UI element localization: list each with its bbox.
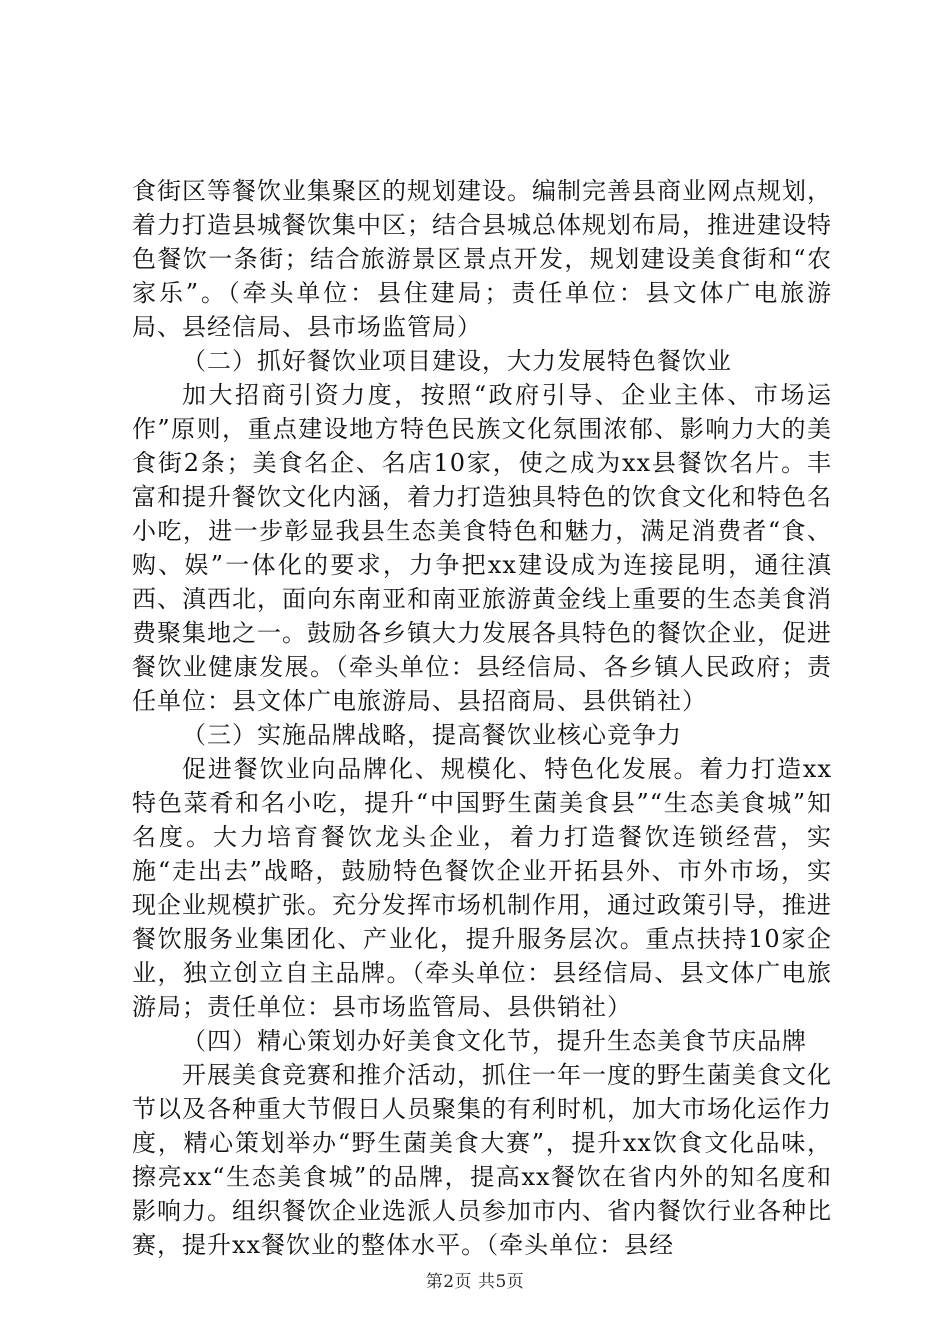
paragraph-continuation: 食街区等餐饮业集聚区的规划建设。编制完善县商业网点规划，着力打造县城餐饮集中区；结合县城总体规划布局，推进建设特色餐饮一条街；结合旅游景区景点开发，规划建设美食街和“农家乐”。（牵头单位：县住建局；责任单位：县文体广电旅游局、县经信局、县市场监管局） xyxy=(132,177,832,341)
document-body xyxy=(132,174,832,1262)
paragraph-section-3: 促进餐饮业向品牌化、规模化、特色化发展。着力打造xx特色菜肴和名小吃，提升“中国野生菌美食县”“生态美食城”知名度。大力培育餐饮龙头企业，着力打造餐饮连锁经营，实施“走出去”战略，鼓励特色餐饮企业开拓县外、市外市场，实现企业规模扩张。充分发挥市场机制作用，通过政策引导，推进餐饮服务业集团化、产业化，提升服务层次。重点扶持10家企业，独立创立自主品牌。（牵头单位：县经信局、县文体广电旅游局；责任单位：县市场监管局、县供销社） xyxy=(132,755,832,1021)
section-heading-3: （三）实施品牌战略，提高餐饮业核心竞争力 xyxy=(182,721,682,749)
page-footer: 第2页 共5页 xyxy=(425,1272,525,1292)
section-heading-4: （四）精心策划办好美食文化节，提升生态美食节庆品牌 xyxy=(182,1027,807,1055)
paragraph-section-4: 开展美食竞赛和推介活动，抓住一年一度的野生菌美食文化节以及各种重大节假日人员聚集的有利时机，加大市场化运作力度，精心策划举办“野生菌美食大赛”，提升xx饮食文化品味，擦亮xx“生态美食城”的品牌，提高xx餐饮在省内外的知名度和影响力。组织餐饮企业选派人员参加市内、省内餐饮行业各种比赛，提升xx餐饮业的整体水平。（牵头单位：县经 xyxy=(132,1061,832,1259)
section-heading-2: （二）抓好餐饮业项目建设，大力发展特色餐饮业 xyxy=(182,347,732,375)
paragraph-section-2: 加大招商引资力度，按照“政府引导、企业主体、市场运作”原则，重点建设地方特色民族文化氛围浓郁、影响力大的美食街2条；美食名企、名店10家，使之成为xx县餐饮名片。丰富和提升餐饮文化内涵，着力打造独具特色的饮食文化和特色名小吃，进一步彰显我县生态美食特色和魅力，满足消费者“食、购、娱”一体化的要求，力争把xx建设成为连接昆明，通往滇西、滇西北，面向东南亚和南亚旅游黄金线上重要的生态美食消费聚集地之一。鼓励各乡镇大力发展各具特色的餐饮企业，促进餐饮业健康发展。（牵头单位：县经信局、各乡镇人民政府；责任单位：县文体广电旅游局、县招商局、县供销社） xyxy=(132,381,832,715)
